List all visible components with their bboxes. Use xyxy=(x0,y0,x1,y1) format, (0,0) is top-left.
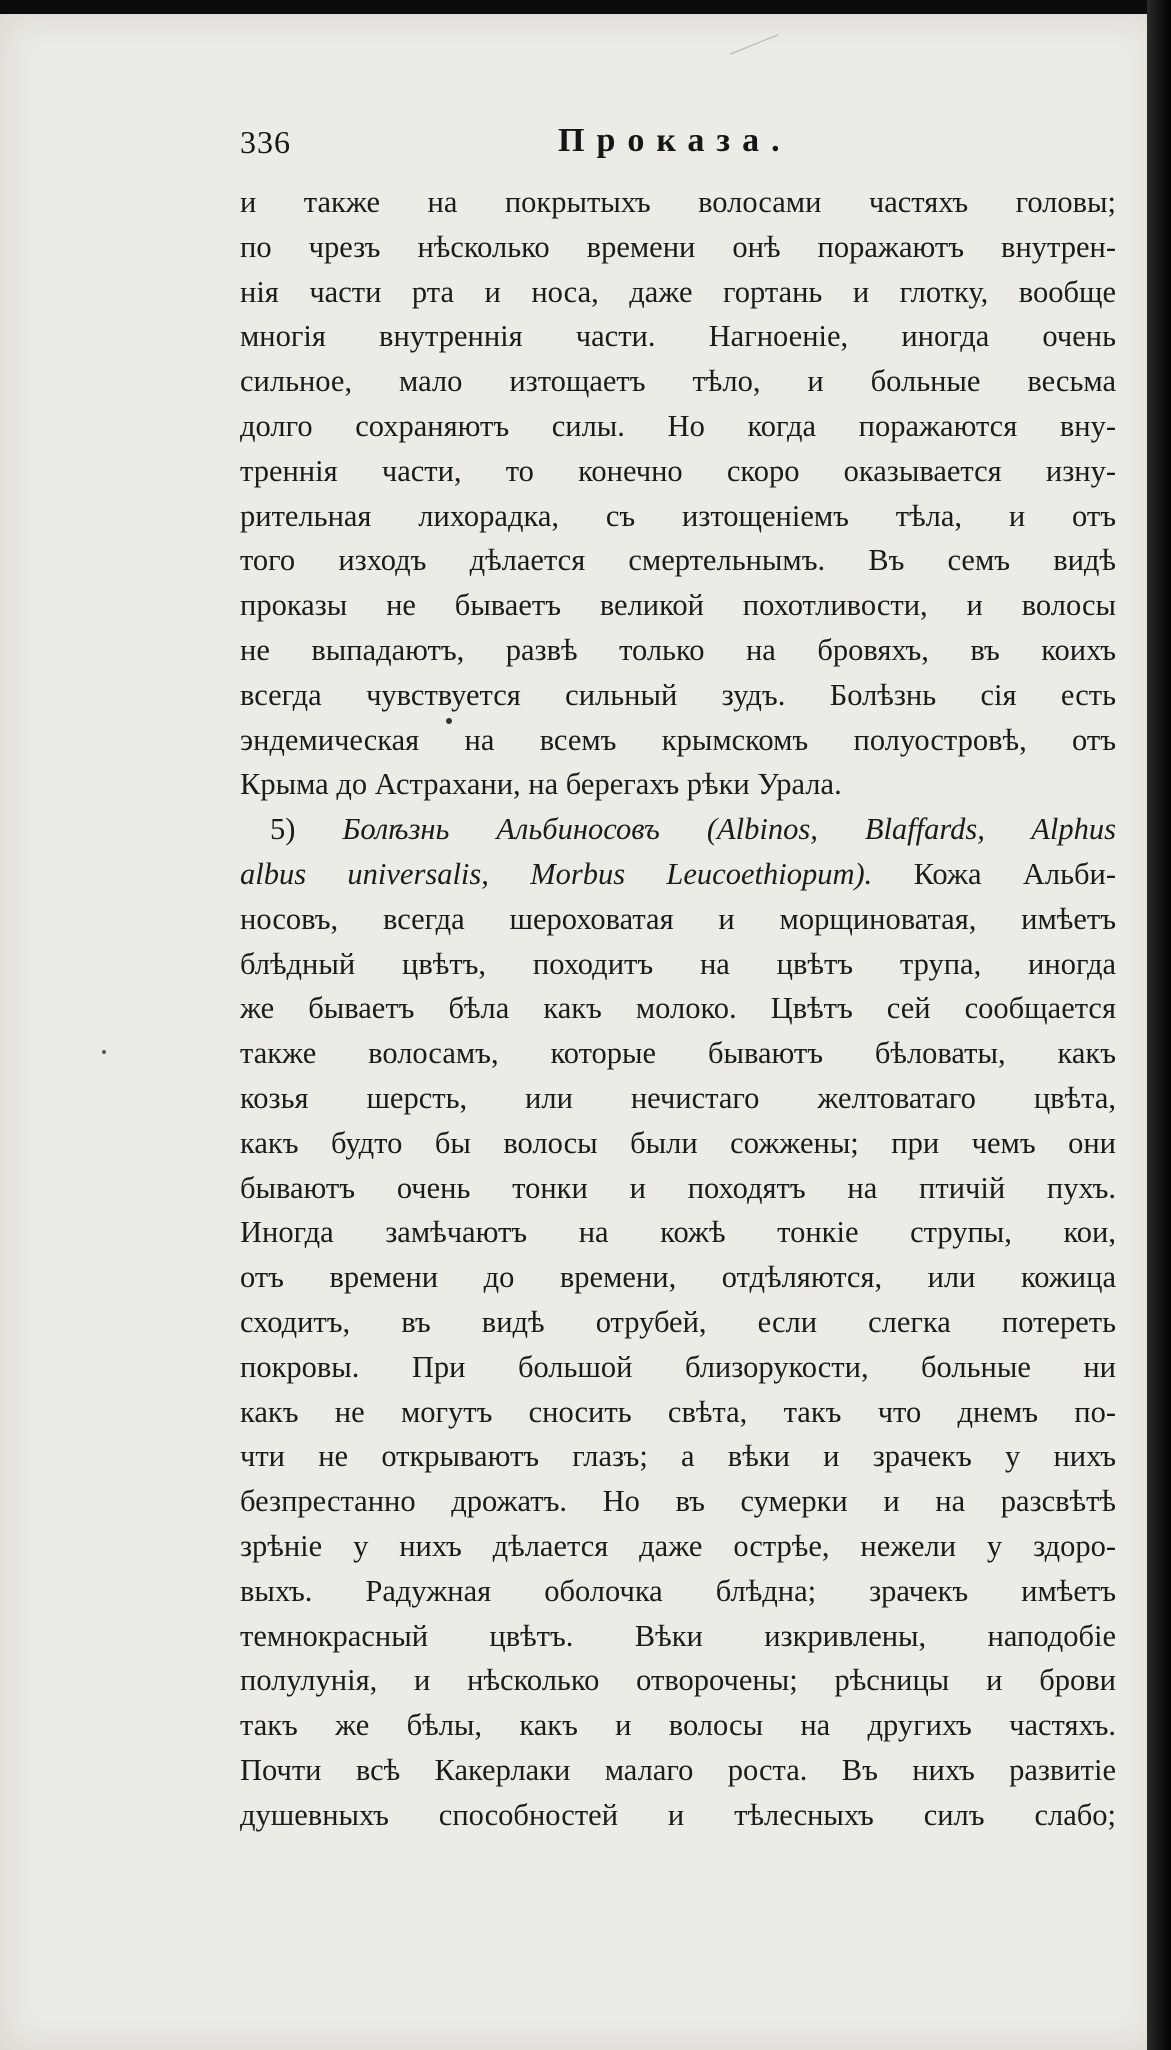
text-line: зрѣніе у нихъ дѣлается даже острѣе, нежели у здоро- xyxy=(240,1528,1116,1563)
text-line: покровы. При большой близорукости, больные ни xyxy=(240,1349,1116,1384)
book-binding xyxy=(1147,0,1171,2050)
page-number: 336 xyxy=(240,124,291,160)
text-line: также волосамъ, которые бываютъ бѣловаты, какъ xyxy=(240,1036,1116,1071)
text-line: козья шерсть, или нечистаго желтоватаго цвѣта, xyxy=(240,1080,1116,1115)
section-heading-line xyxy=(240,807,1116,852)
text-line: темнокрасный цвѣтъ. Вѣки изкривлены, наподобіе xyxy=(240,1618,1116,1653)
text-line: по чрезъ нѣсколько времени онѣ поражаютъ внутрен- xyxy=(240,229,1116,264)
text-line: не выпадаютъ, развѣ только на бровяхъ, въ коихъ xyxy=(240,632,1116,667)
text-line: долго сохраняютъ силы. Но когда поражаются вну- xyxy=(240,408,1116,443)
paper-speck xyxy=(102,1050,106,1054)
text-line: рительная лихорадка, съ изтощеніемъ тѣла, и отъ xyxy=(240,498,1116,533)
text-line: многія внутреннія части. Нагноеніе, иногда очень xyxy=(240,319,1116,354)
section-heading-latin: (Albinos, Blaffards, Alphus xyxy=(706,812,1116,847)
section-heading-latin: albus universalis, Morbus Leucoethiopum). xyxy=(240,856,873,891)
text-line: сильное, мало изтощаетъ тѣло, и больные весьма xyxy=(240,364,1116,399)
text-line: всегда чувствуется сильный зудъ. Болѣзнь сія есть xyxy=(240,677,1116,712)
text-line: бываютъ очень тонки и походятъ на птичій пухъ. xyxy=(240,1170,1116,1205)
text-line: безпрестанно дрожатъ. Но въ сумерки и на разсвѣтѣ xyxy=(240,1484,1116,1519)
text-fragment: Кожа Альби- xyxy=(913,856,1116,891)
text-line: полулунія, и нѣсколько отворочены; рѣсницы и брови xyxy=(240,1663,1116,1698)
text-line: эндемическая на всемъ крымскомъ полуостровѣ, отъ xyxy=(240,722,1116,757)
text-line: чти не открываютъ глазъ; а вѣки и зрачекъ у нихъ xyxy=(240,1439,1116,1474)
text-line: проказы не бываетъ великой похотливости, и волосы xyxy=(240,588,1116,623)
section-heading-line xyxy=(240,852,1116,897)
text-line: какъ не могутъ сносить свѣта, такъ что днемъ по- xyxy=(240,1394,1116,1429)
text-line: отъ времени до времени, отдѣляются, или кожица xyxy=(240,1260,1116,1295)
text-line: какъ будто бы волосы были сожжены; при чемъ они xyxy=(240,1125,1116,1160)
page-header xyxy=(240,124,840,174)
text-line: Крыма до Астрахани, на берегахъ рѣки Урала. xyxy=(240,767,842,802)
section-number: 5) xyxy=(270,812,296,847)
text-line: сходитъ, въ видѣ отрубей, если слегка потереть xyxy=(240,1304,1116,1339)
text-line: блѣдный цвѣтъ, походитъ на цвѣтъ трупа, иногда xyxy=(240,946,1116,981)
text-line: душевныхъ способностей и тѣлесныхъ силъ слабо; xyxy=(240,1797,1116,1832)
text-line: же бываетъ бѣла какъ молоко. Цвѣтъ сей сообщается xyxy=(240,991,1116,1026)
text-line: носовъ, всегда шероховатая и морщиноватая, имѣетъ xyxy=(240,901,1116,936)
text-line: треннія части, то конечно скоро оказывается изну- xyxy=(240,453,1116,488)
text-line: и также на покрытыхъ волосами частяхъ головы; xyxy=(240,185,1116,219)
text-line: такъ же бѣлы, какъ и волосы на другихъ частяхъ. xyxy=(240,1708,1116,1743)
text-line: выхъ. Радужная оболочка блѣдна; зрачекъ имѣетъ xyxy=(240,1573,1116,1608)
text-body xyxy=(240,180,1116,1837)
running-title: Проказа. xyxy=(558,122,792,159)
text-line: Иногда замѣчаютъ на кожѣ тонкіе струпы, кои, xyxy=(240,1215,1116,1250)
text-line: того изходъ дѣлается смертельнымъ. Въ семъ видѣ xyxy=(240,543,1116,578)
text-line: Почти всѣ Какерлаки малаго роста. Въ нихъ развитіе xyxy=(240,1752,1116,1787)
section-heading-ru: Болѣзнь Альбиносовъ xyxy=(342,812,660,847)
text-line: нія части рта и носа, даже гортань и глотку, вообще xyxy=(240,274,1116,309)
